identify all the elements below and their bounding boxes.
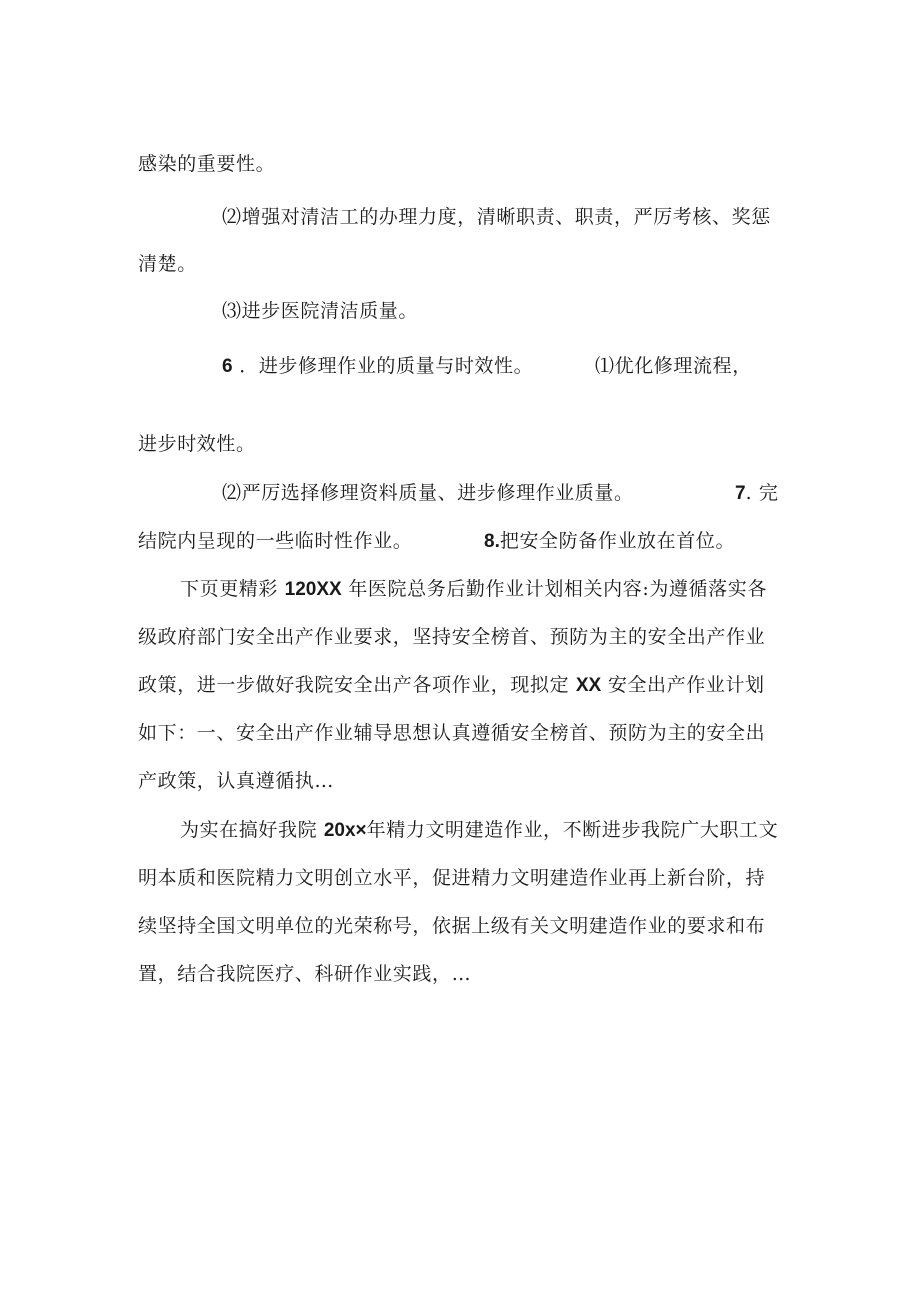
item-number: 7: [735, 483, 746, 504]
item-text: 把安全防备作业放在首位。: [499, 530, 736, 552]
text-line: 进步时效性。: [138, 433, 256, 455]
text-segment: 安全出产作业计划: [601, 674, 765, 696]
bold-segment: 20x×: [323, 820, 367, 841]
text-line: 清楚。: [138, 253, 197, 275]
item-text: ．进步修理作业的质量与时效性。: [239, 355, 534, 377]
text-line: [180, 817, 778, 844]
text-segment: 年精力文明建造作业，不断进步我院广大职工文: [366, 819, 779, 841]
text-line: 明本质和医院精力文明创立水平，促进精力文明建造作业再上新台阶，持: [138, 867, 766, 889]
text-line: [138, 672, 765, 699]
text-segment: 政策，进一步做好我院安全出产各项作业，现拟定: [138, 674, 576, 696]
item-text: . 完: [745, 482, 779, 504]
text-segment: 年医院总务后勤作业计划相关内容:为遵循落实各: [341, 578, 767, 600]
bold-segment: XX: [575, 675, 602, 696]
text-line: [180, 576, 767, 603]
text-line: ⑵严厉选择修理资料质量、进步修理作业质量。: [222, 482, 634, 504]
text-line: [222, 353, 533, 380]
text-segment: 为实在搞好我院: [180, 819, 324, 841]
item-number: 8.: [484, 531, 500, 552]
item-number: 6: [222, 356, 233, 377]
text-line: ⑶进步医院清洁质量。: [222, 300, 419, 322]
text-line: 置，结合我院医疗、科研作业实践，…: [138, 963, 472, 985]
text-segment: 下页更精彩: [180, 578, 285, 600]
text-line: 产政策，认真遵循执…: [138, 770, 335, 792]
text-line: [735, 480, 778, 507]
text-line: 级政府部门安全出产作业要求，坚持安全榜首、预防为主的安全出产作业: [138, 626, 766, 648]
text-line: 续坚持全国文明单位的光荣称号，依据上级有关文明建造作业的要求和布: [138, 915, 766, 937]
text-line: 感染的重要性。: [138, 153, 276, 175]
text-line: ⑵增强对清洁工的办理力度，清晰职责、职责，严厉考核、奖惩: [222, 206, 771, 228]
text-line: 如下：一、安全出产作业辅导思想认真遵循安全榜首、预防为主的安全出: [138, 722, 766, 744]
text-line: [484, 528, 735, 555]
text-line: ⑴优化修理流程，: [595, 355, 752, 377]
text-line: 结院内呈现的一些临时性作业。: [138, 530, 413, 552]
bold-segment: 120XX: [284, 579, 342, 600]
